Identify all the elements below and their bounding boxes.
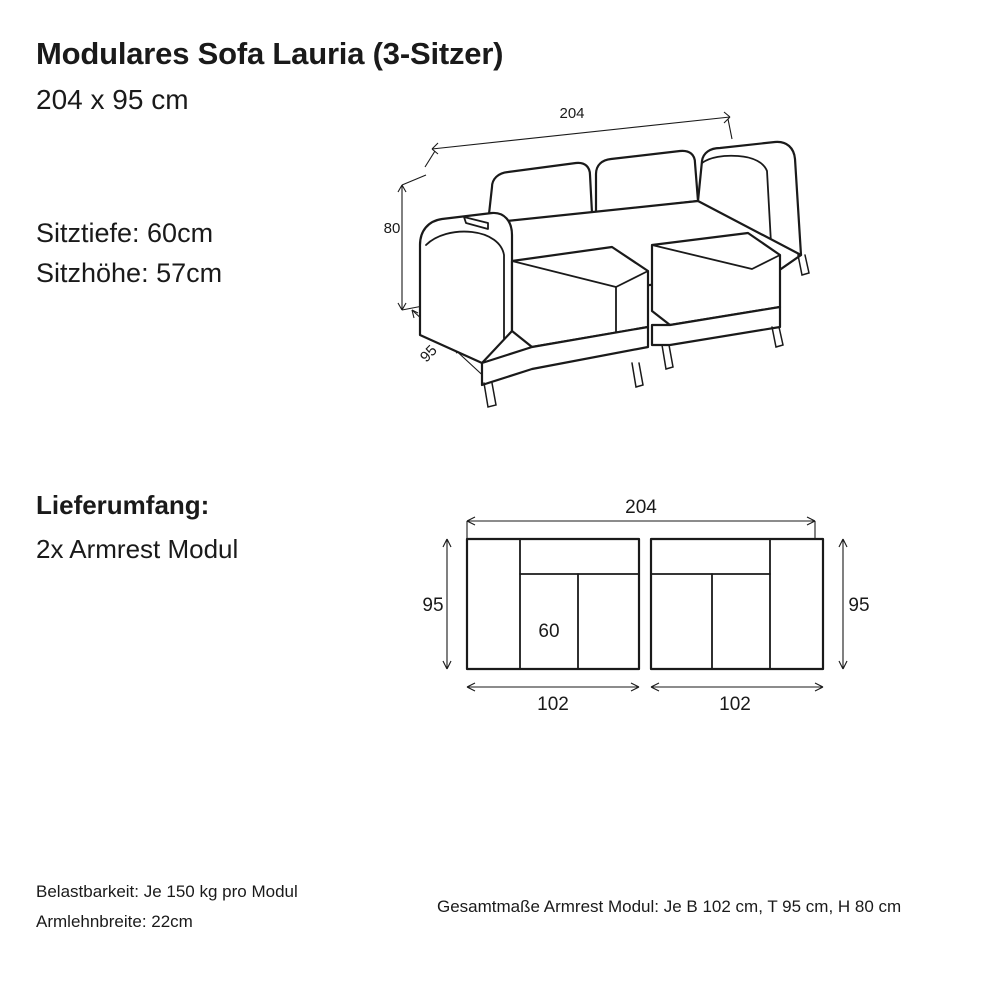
dimension-label-module-width-right: 102	[719, 694, 751, 715]
dimension-label-total-width: 204	[625, 497, 657, 518]
scope-of-delivery-heading: Lieferumfang:	[36, 490, 210, 520]
scope-of-delivery-item: 2x Armrest Modul	[36, 534, 239, 564]
sofa-armrest-left	[420, 213, 512, 363]
dimension-label-seatdepth-topview: 60	[538, 621, 560, 642]
dimension-label-module-width-left: 102	[537, 694, 569, 715]
sofa-perspective-drawing	[380, 95, 850, 405]
sofa-leg-front-mid2	[662, 345, 673, 369]
sofa-leg-front-right	[772, 327, 783, 347]
sofa-leg-front-left	[484, 383, 496, 407]
page-subtitle-dimensions: 204 x 95 cm	[36, 84, 189, 115]
page-title: Modulares Sofa Lauria (3-Sitzer)	[36, 36, 504, 71]
dimension-label-depth: 95	[416, 341, 441, 366]
module-right-topview	[651, 539, 823, 669]
sofa-leg-back-right	[798, 255, 809, 275]
dimension-module-width-left-102	[467, 683, 639, 715]
dimension-label-depth-left: 95	[422, 595, 444, 616]
footnote-load-capacity: Belastbarkeit: Je 150 kg pro Modul	[36, 882, 298, 901]
modules-topview-drawing	[415, 495, 895, 725]
dimension-total-width-204	[467, 497, 815, 539]
dimension-depth-left-95	[422, 539, 451, 669]
dimension-label-depth-right: 95	[848, 595, 870, 616]
footnote-armrest-width: Armlehnbreite: 22cm	[36, 912, 193, 931]
spec-seat-depth: Sitztiefe: 60cm	[36, 218, 214, 248]
footnote-module-total-dimensions: Gesamtmaße Armrest Modul: Je B 102 cm, T 95 cm, H 80 cm	[437, 897, 902, 916]
spec-seat-height: Sitzhöhe: 57cm	[36, 258, 223, 288]
dimension-depth-right-95	[839, 539, 870, 669]
dimension-module-width-right-102	[651, 683, 823, 715]
module-left-topview	[467, 539, 639, 669]
dimension-label-width: 204	[559, 105, 585, 122]
sofa-leg-front-mid	[632, 363, 643, 387]
dimension-label-height: 80	[383, 220, 401, 237]
